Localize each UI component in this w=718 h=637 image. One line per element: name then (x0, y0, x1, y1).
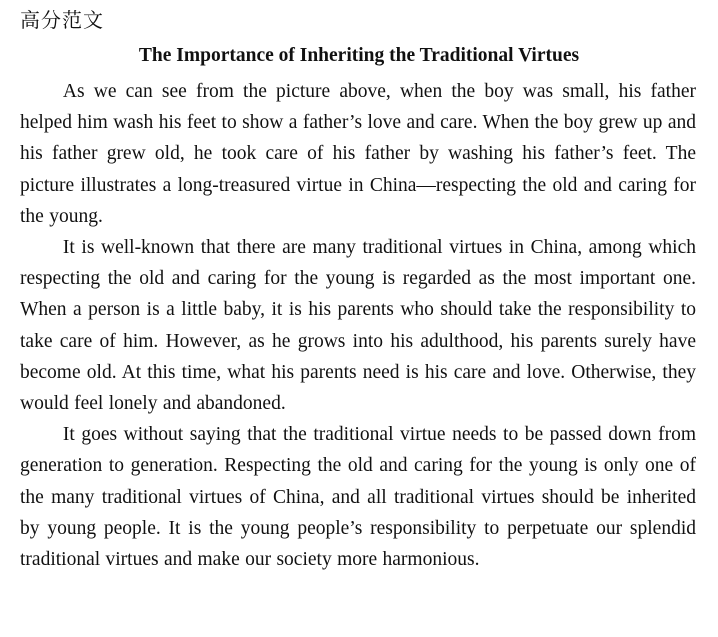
essay-title: The Importance of Inheriting the Traditional Virtues (138, 45, 580, 66)
essay-paragraph-1: As we can see from the picture above, when the boy was small, his father helped him wash his feet to show a father’s love and care. When the boy grew up and his father grew old, he took care of his father by washing his father’s feet. The picture illustrates a long-treasured virtue in China—respecting the old and caring for the young. (20, 81, 696, 227)
essay-paragraph-3: It goes without saying that the traditional virtue needs to be passed down from generation to generation. Respecting the old and caring for the young is only one of the many traditional virtues of China, and all traditional virtues should be inherited by young people. It is the young people’s responsibility to perpetuate our splendid traditional virtues and make our society more harmonious. (20, 424, 696, 571)
section-label: 高分范文 (20, 8, 104, 32)
essay-paragraph-2: It is well-known that there are many traditional virtues in China, among which respecting the old and caring for the young is regarded as the most important one. When a person is a little baby, it is his parents who should take the responsibility to take care of him. However, as he grows into his adulthood, his parents surely have become old. At this time, what his parents need is his care and love. Otherwise, they would feel lonely and abandoned. (20, 237, 696, 415)
essay-body (20, 76, 696, 575)
